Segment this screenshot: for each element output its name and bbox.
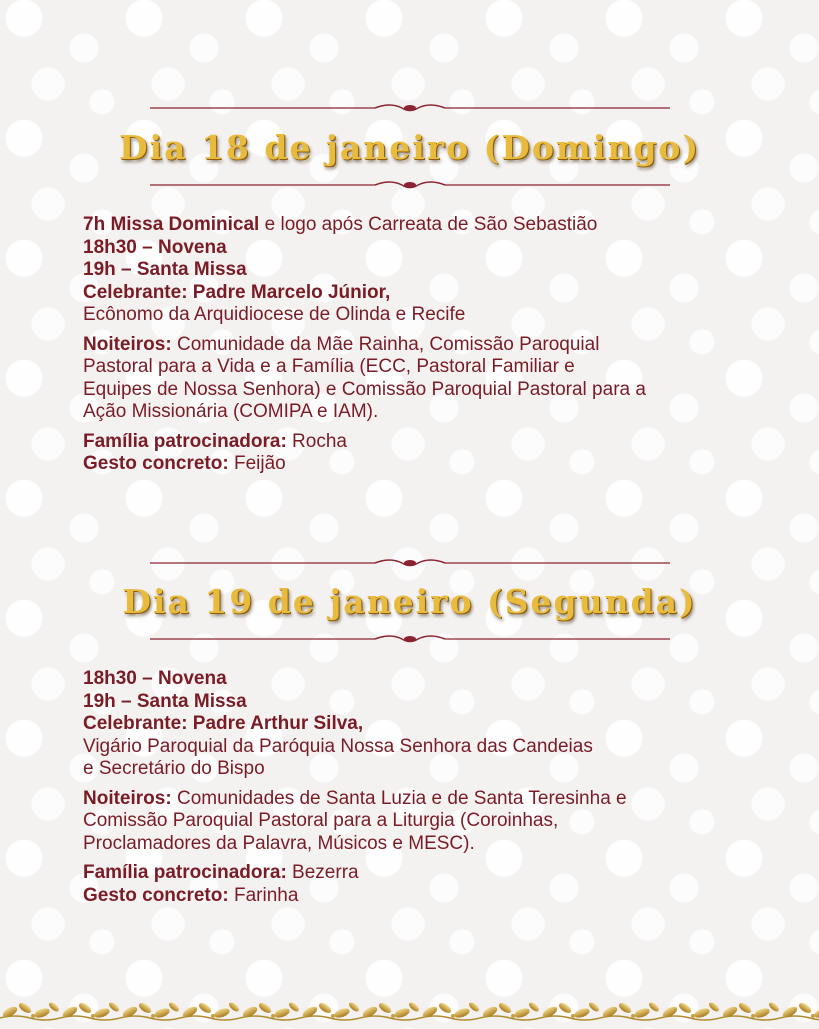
day18-novena-text: 18h30 – Novena bbox=[83, 236, 227, 258]
day18-mass-rest: e logo após Carreata de São Sebastião bbox=[259, 214, 598, 235]
day18-celebrant-text: Celebrante: Padre Marcelo Júnior, bbox=[83, 281, 391, 303]
day18-details bbox=[83, 214, 763, 476]
day19-novena-text: 18h30 – Novena bbox=[83, 668, 227, 689]
day19-gesture-label: Gesto concreto: bbox=[83, 884, 229, 906]
day18-noiteiros bbox=[83, 334, 763, 424]
day19-family-label: Família patrocinadora: bbox=[83, 862, 287, 883]
day19-title: Dia 19 de janeiro (Segunda) bbox=[122, 582, 697, 621]
day19-family bbox=[83, 862, 763, 885]
day18-noiteiros-label: Noiteiros: bbox=[83, 333, 172, 355]
bottom-divider-day19 bbox=[150, 632, 670, 646]
day18-noiteiros-line4: Ação Missionária (COMIPA e IAM). bbox=[83, 401, 379, 422]
day19-noiteiros-line2: Comissão Paroquial Pastoral para a Liturgia (Coroinhas, bbox=[83, 810, 559, 831]
day18-mass-line bbox=[83, 214, 763, 237]
day18-title: Dia 18 de janeiro (Domingo) bbox=[118, 128, 701, 167]
day19-celebrant-text: Celebrante: Padre Arthur Silva, bbox=[83, 713, 364, 734]
day19-gesture bbox=[83, 885, 763, 908]
day18-noiteiros-line1: Comunidade da Mãe Rainha, Comissão Paroquial bbox=[171, 333, 600, 355]
day18-gesture-label: Gesto concreto: bbox=[83, 453, 229, 474]
day18-family-value: Rocha bbox=[286, 430, 347, 452]
day18-mass-bold: 7h Missa Dominical bbox=[83, 214, 260, 235]
day18-noiteiros-line3: Equipes de Nossa Senhora) e Comissão Paroquial Pastoral para a bbox=[83, 378, 646, 400]
day19-novena bbox=[83, 668, 763, 691]
day18-gesture bbox=[83, 453, 763, 476]
day19-missa-text: 19h – Santa Missa bbox=[83, 690, 247, 712]
day18-novena bbox=[83, 237, 763, 260]
top-divider-day18 bbox=[150, 101, 670, 115]
bottom-divider-day18 bbox=[150, 178, 670, 192]
day19-details bbox=[83, 668, 763, 907]
day18-celebrant bbox=[83, 282, 763, 305]
day19-celebrant bbox=[83, 713, 763, 736]
day19-noiteiros-label: Noiteiros: bbox=[83, 787, 172, 809]
day19-role-line2: e Secretário do Bispo bbox=[83, 758, 265, 779]
day19-noiteiros bbox=[83, 788, 763, 856]
day19-missa bbox=[83, 691, 763, 714]
day18-noiteiros-line2: Pastoral para a Vida e a Família (ECC, Pastoral Familiar e bbox=[83, 356, 575, 377]
day18-family bbox=[83, 431, 763, 454]
day19-gesture-value: Farinha bbox=[228, 884, 299, 906]
day19-noiteiros-line1: Comunidades de Santa Luzia e de Santa Teresinha e bbox=[171, 787, 627, 809]
day18-celebrant-role: Ecônomo da Arquidiocese de Olinda e Recife bbox=[83, 304, 466, 325]
day19-celebrant-role bbox=[83, 736, 763, 781]
top-divider-day19 bbox=[150, 556, 670, 570]
day19-role-line1: Vigário Paroquial da Paróquia Nossa Senhora das Candeias bbox=[83, 735, 593, 757]
day18-missa bbox=[83, 259, 763, 282]
day19-noiteiros-line3: Proclamadores da Palavra, Músicos e MESC). bbox=[83, 832, 475, 854]
gold-leaf-border bbox=[0, 994, 819, 1024]
day18-missa-text: 19h – Santa Missa bbox=[83, 259, 247, 280]
day18-gesture-value: Feijão bbox=[228, 453, 286, 474]
day19-family-value: Bezerra bbox=[286, 862, 359, 883]
day18-family-label: Família patrocinadora: bbox=[83, 430, 287, 452]
